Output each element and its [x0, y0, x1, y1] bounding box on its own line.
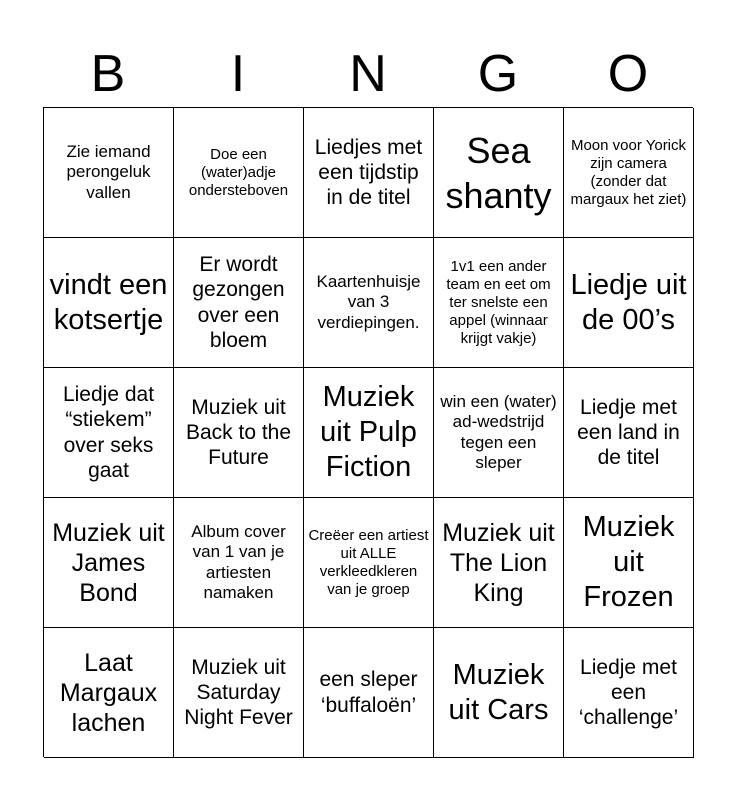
bingo-cell[interactable]: Doe een (water)adje ondersteboven: [174, 108, 304, 238]
bingo-cell[interactable]: 1v1 een ander team en eet om ter snelste een appel (winnaar krijgt vakje): [434, 238, 564, 368]
bingo-cell[interactable]: Liedjes met een tijdstip in de titel: [304, 108, 434, 238]
bingo-cell[interactable]: Er wordt gezongen over een bloem: [174, 238, 304, 368]
bingo-cell[interactable]: Muziek uit Pulp Fiction: [304, 368, 434, 498]
bingo-cell[interactable]: Muziek uit The Lion King: [434, 498, 564, 628]
bingo-cell[interactable]: Muziek uit Cars: [434, 628, 564, 758]
bingo-cell[interactable]: Zie iemand perongeluk vallen: [44, 108, 174, 238]
bingo-cell[interactable]: Liedje met een land in de titel: [564, 368, 694, 498]
bingo-cell[interactable]: Liedje uit de 00’s: [564, 238, 694, 368]
bingo-cell[interactable]: Laat Margaux lachen: [44, 628, 174, 758]
bingo-cell[interactable]: Moon voor Yorick zijn camera (zonder dat margaux het ziet): [564, 108, 694, 238]
bingo-cell[interactable]: win een (water) ad-wedstrijd tegen een sleper: [434, 368, 564, 498]
bingo-cell[interactable]: vindt een kotsertje: [44, 238, 174, 368]
bingo-cell[interactable]: Kaartenhuisje van 3 verdiepingen.: [304, 238, 434, 368]
bingo-header: [43, 40, 693, 108]
bingo-cell[interactable]: Creëer een artiest uit ALLE verkleedkleren van je groep: [304, 498, 434, 628]
bingo-cell[interactable]: Muziek uit James Bond: [44, 498, 174, 628]
header-letter-i: I: [230, 45, 246, 103]
bingo-cell[interactable]: een sleper ‘buffaloën’: [304, 628, 434, 758]
bingo-cell[interactable]: Liedje met een ‘challenge’: [564, 628, 694, 758]
bingo-cell[interactable]: Muziek uit Back to the Future: [174, 368, 304, 498]
header-letter-n: N: [349, 45, 387, 103]
bingo-cell[interactable]: Muziek uit Saturday Night Fever: [174, 628, 304, 758]
bingo-cell[interactable]: Album cover van 1 van je artiesten namaken: [174, 498, 304, 628]
header-letter-o: O: [607, 45, 649, 103]
header-letter-g: G: [477, 45, 519, 103]
bingo-cell[interactable]: Sea shanty: [434, 108, 564, 238]
bingo-cell[interactable]: Liedje dat “stiekem” over seks gaat: [44, 368, 174, 498]
bingo-cell[interactable]: Muziek uit Frozen: [564, 498, 694, 628]
bingo-grid: [43, 107, 693, 757]
header-letter-b: B: [90, 45, 126, 103]
